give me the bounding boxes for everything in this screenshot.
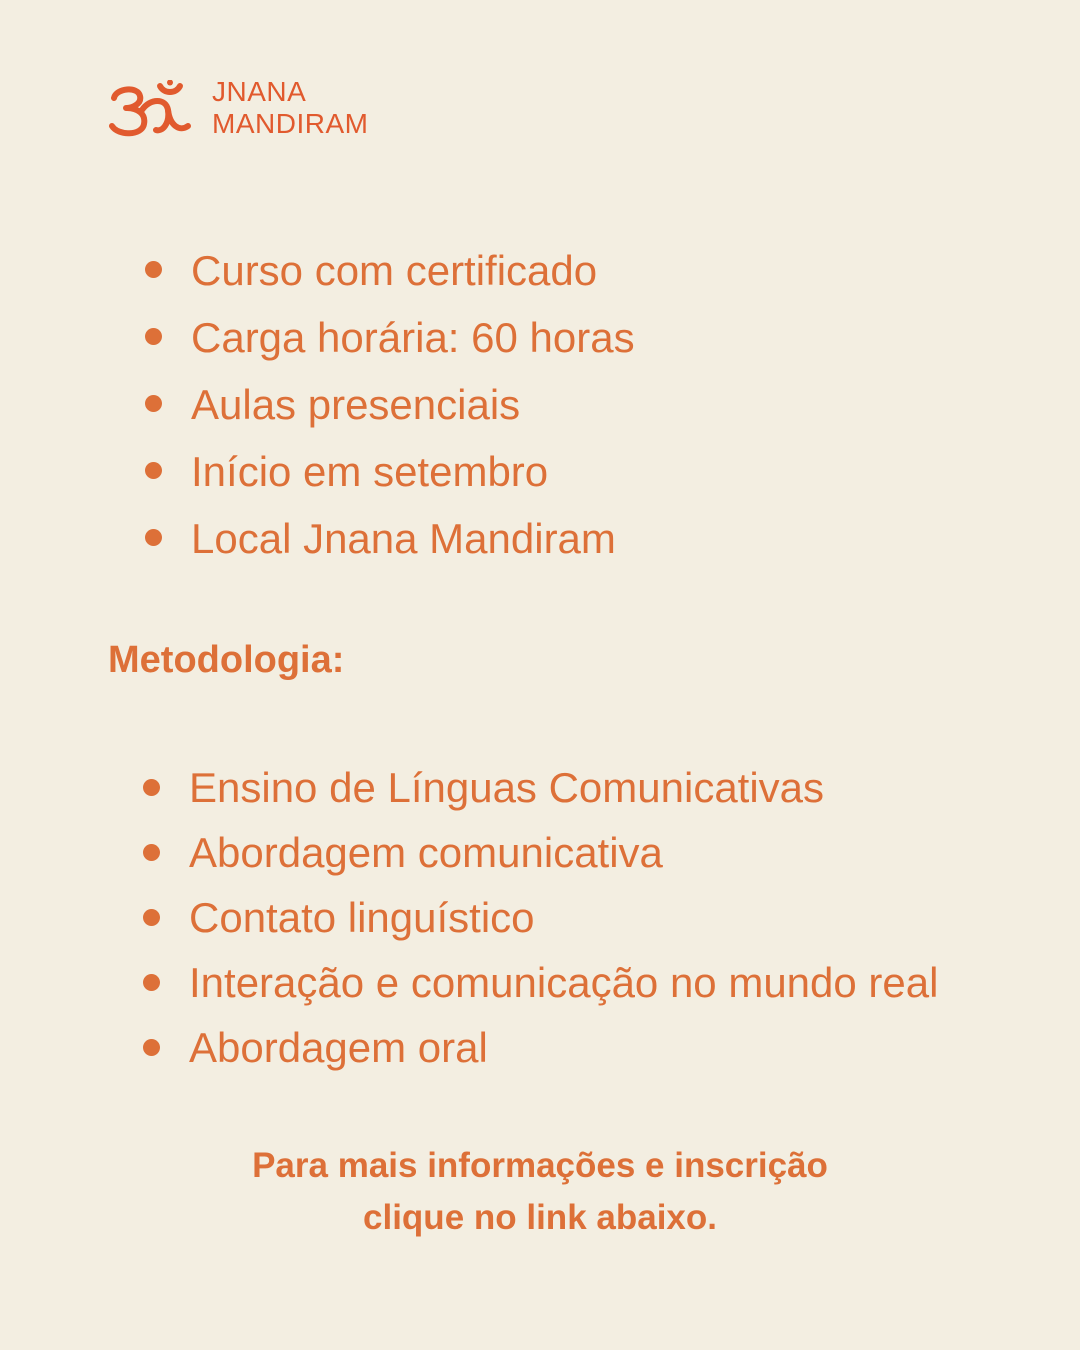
list-item-label: Aulas presenciais (191, 381, 521, 428)
list-item-label: Início em setembro (191, 448, 549, 495)
brand-name (212, 76, 368, 140)
bullet-icon (143, 1039, 160, 1056)
list-item-label: Interação e comunicação no mundo real (189, 959, 939, 1006)
call-to-action (0, 1140, 1080, 1244)
list-item-label: Curso com certificado (191, 247, 598, 294)
list-item-label: Contato linguístico (189, 894, 535, 941)
list-item (191, 304, 635, 371)
list-item (189, 1015, 938, 1080)
brand-name-line1: JNANA (212, 76, 307, 107)
list-item (189, 755, 938, 820)
bullet-icon (143, 779, 160, 796)
list-item-label: Abordagem oral (189, 1024, 488, 1071)
bullet-icon (145, 328, 162, 345)
methodology-list (189, 755, 938, 1080)
list-item (189, 820, 938, 885)
bullet-icon (145, 529, 162, 546)
bullet-icon (143, 974, 160, 991)
list-item-label: Abordagem comunicativa (189, 829, 663, 876)
list-item (191, 438, 635, 505)
list-item-label: Carga horária: 60 horas (191, 314, 635, 361)
list-item (189, 885, 938, 950)
bullet-icon (143, 909, 160, 926)
bullet-icon (145, 462, 162, 479)
course-features-list (191, 237, 635, 572)
list-item-label: Local Jnana Mandiram (191, 515, 616, 562)
bullet-icon (143, 844, 160, 861)
bullet-icon (145, 261, 162, 278)
list-item (189, 950, 938, 1015)
cta-line2: clique no link abaixo. (363, 1198, 717, 1237)
list-item (191, 505, 635, 572)
om-symbol-icon (108, 80, 192, 138)
bullet-icon (145, 395, 162, 412)
brand-name-line2: MANDIRAM (212, 108, 369, 139)
cta-line1: Para mais informações e inscrição (252, 1146, 828, 1185)
brand-logo (108, 76, 398, 146)
list-item (191, 371, 635, 438)
list-item-label: Ensino de Línguas Comunicativas (189, 764, 825, 811)
list-item (191, 237, 635, 304)
methodology-heading: Metodologia: (108, 639, 345, 681)
